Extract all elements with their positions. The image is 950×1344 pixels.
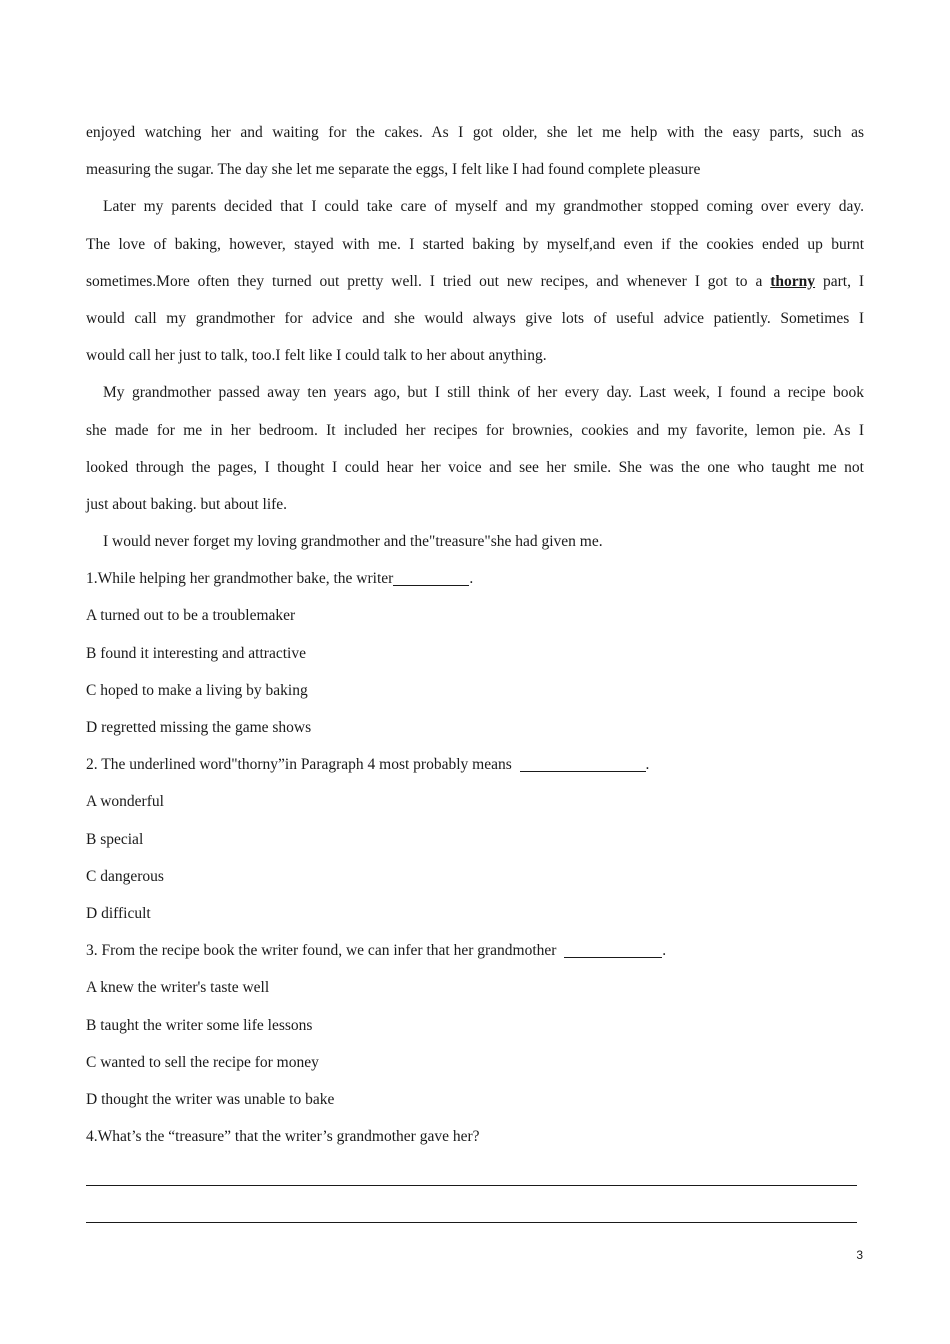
- text-line: just about baking. but about life.: [86, 495, 288, 513]
- text-line: would call her just to talk, too.I felt like I could talk to her about anything.: [86, 347, 547, 365]
- answer-line-2[interactable]: [86, 1222, 857, 1223]
- option-a: A wonderful: [86, 793, 164, 811]
- question-4-stem: 4.What’s the “treasure” that the writer’s grandmother gave her?: [86, 1128, 480, 1146]
- option-b: B found it interesting and attractive: [86, 644, 306, 662]
- text-line: enjoyed watching her and waiting for the cakes. As I got older, she let me help with the easy parts, such as: [86, 124, 864, 141]
- question-stem: 3. From the recipe book the writer found, we can infer that her grandmother .: [86, 942, 667, 960]
- option-c: C hoped to make a living by baking: [86, 681, 308, 699]
- option-b: B taught the writer some life lessons: [86, 1016, 313, 1034]
- question-2: [86, 746, 864, 932]
- question-text: 2. The underlined word"thorny”in Paragraph 4 most probably means: [86, 756, 512, 774]
- text-line: measuring the sugar. The day she let me separate the eggs, I felt like I had found complete pleasure: [86, 161, 701, 179]
- text-line: My grandmother passed away ten years ago, but I still think of her every day. Last week, I found a recipe book: [103, 384, 864, 402]
- underlined-word-thorny: thorny: [770, 272, 816, 290]
- paragraph-4: I would never forget my loving grandmother and the"treasure"she had given me.: [103, 533, 603, 551]
- text-line: The love of baking, however, stayed with me. I started baking by myself,and even if the cookies ended up burnt: [86, 235, 864, 253]
- question-3: [86, 932, 864, 1118]
- text-line: she made for me in her bedroom. It included her recipes for brownies, cookies and my favorite, lemon pie. As I: [86, 421, 864, 439]
- text-segment: part, I: [822, 272, 865, 290]
- option-d: D thought the writer was unable to bake: [86, 1090, 335, 1108]
- paragraph-1: [86, 114, 864, 188]
- option-a: A turned out to be a troublemaker: [86, 607, 296, 625]
- option-c: C dangerous: [86, 867, 164, 885]
- text-line: [86, 263, 864, 300]
- option-a: A knew the writer's taste well: [86, 979, 270, 997]
- page-number: 3: [856, 1248, 863, 1262]
- answer-blank[interactable]: [520, 755, 646, 772]
- option-b: B special: [86, 830, 144, 848]
- text-segment: sometimes.More often they turned out pretty well. I tried out new recipes, and whenever I got to a: [86, 272, 763, 290]
- worksheet-page: [86, 114, 864, 1155]
- question-1: [86, 560, 864, 746]
- option-d: D regretted missing the game shows: [86, 719, 312, 736]
- paragraph-3: [86, 374, 864, 523]
- paragraph-2: [86, 188, 864, 374]
- option-d: D difficult: [86, 904, 151, 922]
- text-line: Later my parents decided that I could take care of myself and my grandmother stopped coming over every day.: [103, 198, 864, 216]
- question-stem: 1.While helping her grandmother bake, the writer .: [86, 570, 474, 588]
- text-line: would call my grandmother for advice and she would always give lots of useful advice patiently. Sometimes I: [86, 309, 864, 327]
- answer-blank[interactable]: [564, 941, 662, 958]
- answer-line-1[interactable]: [86, 1185, 857, 1186]
- text-line: looked through the pages, I thought I could hear her voice and see her smile. She was the one who taught me not: [86, 458, 864, 476]
- option-c: C wanted to sell the recipe for money: [86, 1053, 319, 1071]
- question-text: 3. From the recipe book the writer found, we can infer that her grandmother: [86, 942, 557, 960]
- answer-blank[interactable]: [393, 569, 469, 586]
- question-text: 1.While helping her grandmother bake, the writer: [86, 570, 394, 588]
- question-stem: 2. The underlined word"thorny”in Paragraph 4 most probably means .: [86, 756, 650, 774]
